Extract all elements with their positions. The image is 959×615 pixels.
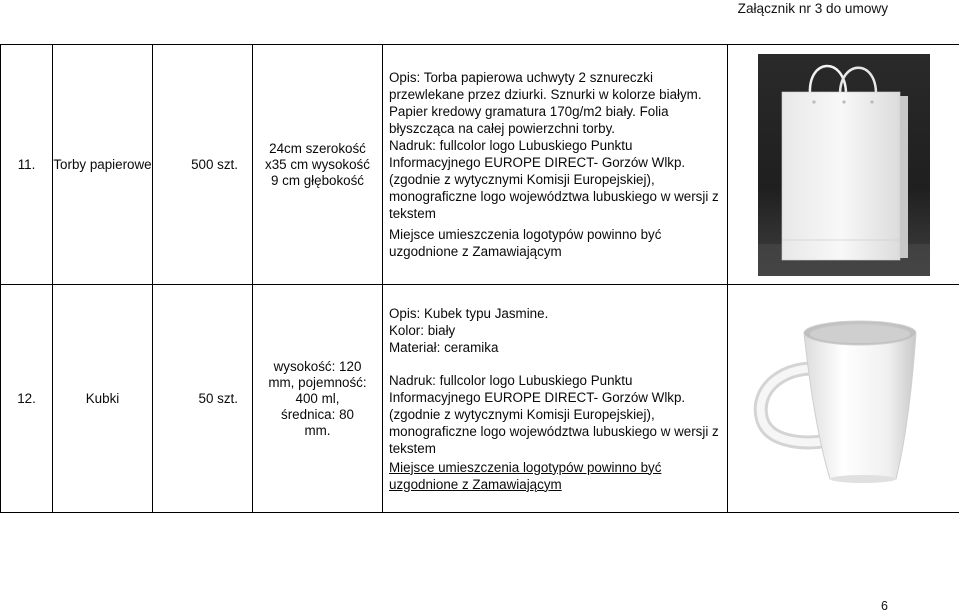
material-text: ceramika	[440, 340, 498, 355]
item-quantity: 500 szt.	[153, 45, 253, 285]
placement-note: Miejsce umieszczenia logotypów powinno być uzgodnione z Zamawiającym	[389, 459, 721, 493]
opis-label: Opis:	[389, 70, 420, 85]
item-dimensions: wysokość: 120 mm, pojemność: 400 ml, średnica: 80 mm.	[253, 285, 383, 513]
opis-text: Torba papierowa uchwyty 2 sznureczki przewlekane przez dziurki. Sznurki w kolorze białym. Papier kredowy gramatura 170g/m2 biały. Folia błyszcząca na całej powierzchni torby.	[389, 70, 702, 136]
kolor-label: Kolor:	[389, 323, 424, 338]
item-image-cell	[728, 285, 959, 513]
item-number: 12.	[1, 285, 53, 513]
nadruk-text: fullcolor logo Lubuskiego Punktu Informacyjnego EUROPE DIRECT- Gorzów Wlkp. (zgodnie z wytycznymi Komisji Europejskiej), monograficzne logo województwa lubuskiego w wersji z tekstem	[389, 138, 719, 221]
material-paragraph	[389, 339, 721, 356]
specification-table	[0, 44, 959, 513]
attachment-label: Załącznik nr 3 do umowy	[738, 0, 888, 17]
nadruk-paragraph	[389, 372, 721, 457]
nadruk-paragraph	[389, 137, 721, 222]
opis-label: Opis:	[389, 306, 420, 321]
item-number: 11.	[1, 45, 53, 285]
table-row	[1, 285, 959, 513]
table-row	[1, 45, 959, 285]
placement-note: Miejsce umieszczenia logotypów powinno być uzgodnione z Zamawiającym	[389, 226, 721, 260]
opis-paragraph	[389, 69, 721, 137]
opis-text: Kubek typu Jasmine.	[420, 306, 548, 321]
opis-paragraph	[389, 305, 721, 322]
nadruk-label: Nadruk:	[389, 373, 436, 388]
item-name: Torby papierowe	[53, 45, 153, 285]
item-dimensions: 24cm szerokość x35 cm wysokość 9 cm głębokość	[253, 45, 383, 285]
mug-image	[734, 309, 954, 489]
item-description	[383, 285, 728, 513]
nadruk-text: fullcolor logo Lubuskiego Punktu Informacyjnego EUROPE DIRECT- Gorzów Wlkp. (zgodnie z wytycznymi Komisji Europejskiej), monograficzne logo województwa lubuskiego w wersji z tekstem	[389, 373, 719, 456]
paper-bag-image	[758, 54, 930, 276]
page-number: 6	[881, 598, 888, 615]
kolor-text: biały	[424, 323, 455, 338]
item-description	[383, 45, 728, 285]
item-name: Kubki	[53, 285, 153, 513]
kolor-paragraph	[389, 322, 721, 339]
nadruk-label: Nadruk:	[389, 138, 436, 153]
material-label: Materiał:	[389, 340, 440, 355]
item-quantity: 50 szt.	[153, 285, 253, 513]
item-image-cell	[728, 45, 959, 285]
